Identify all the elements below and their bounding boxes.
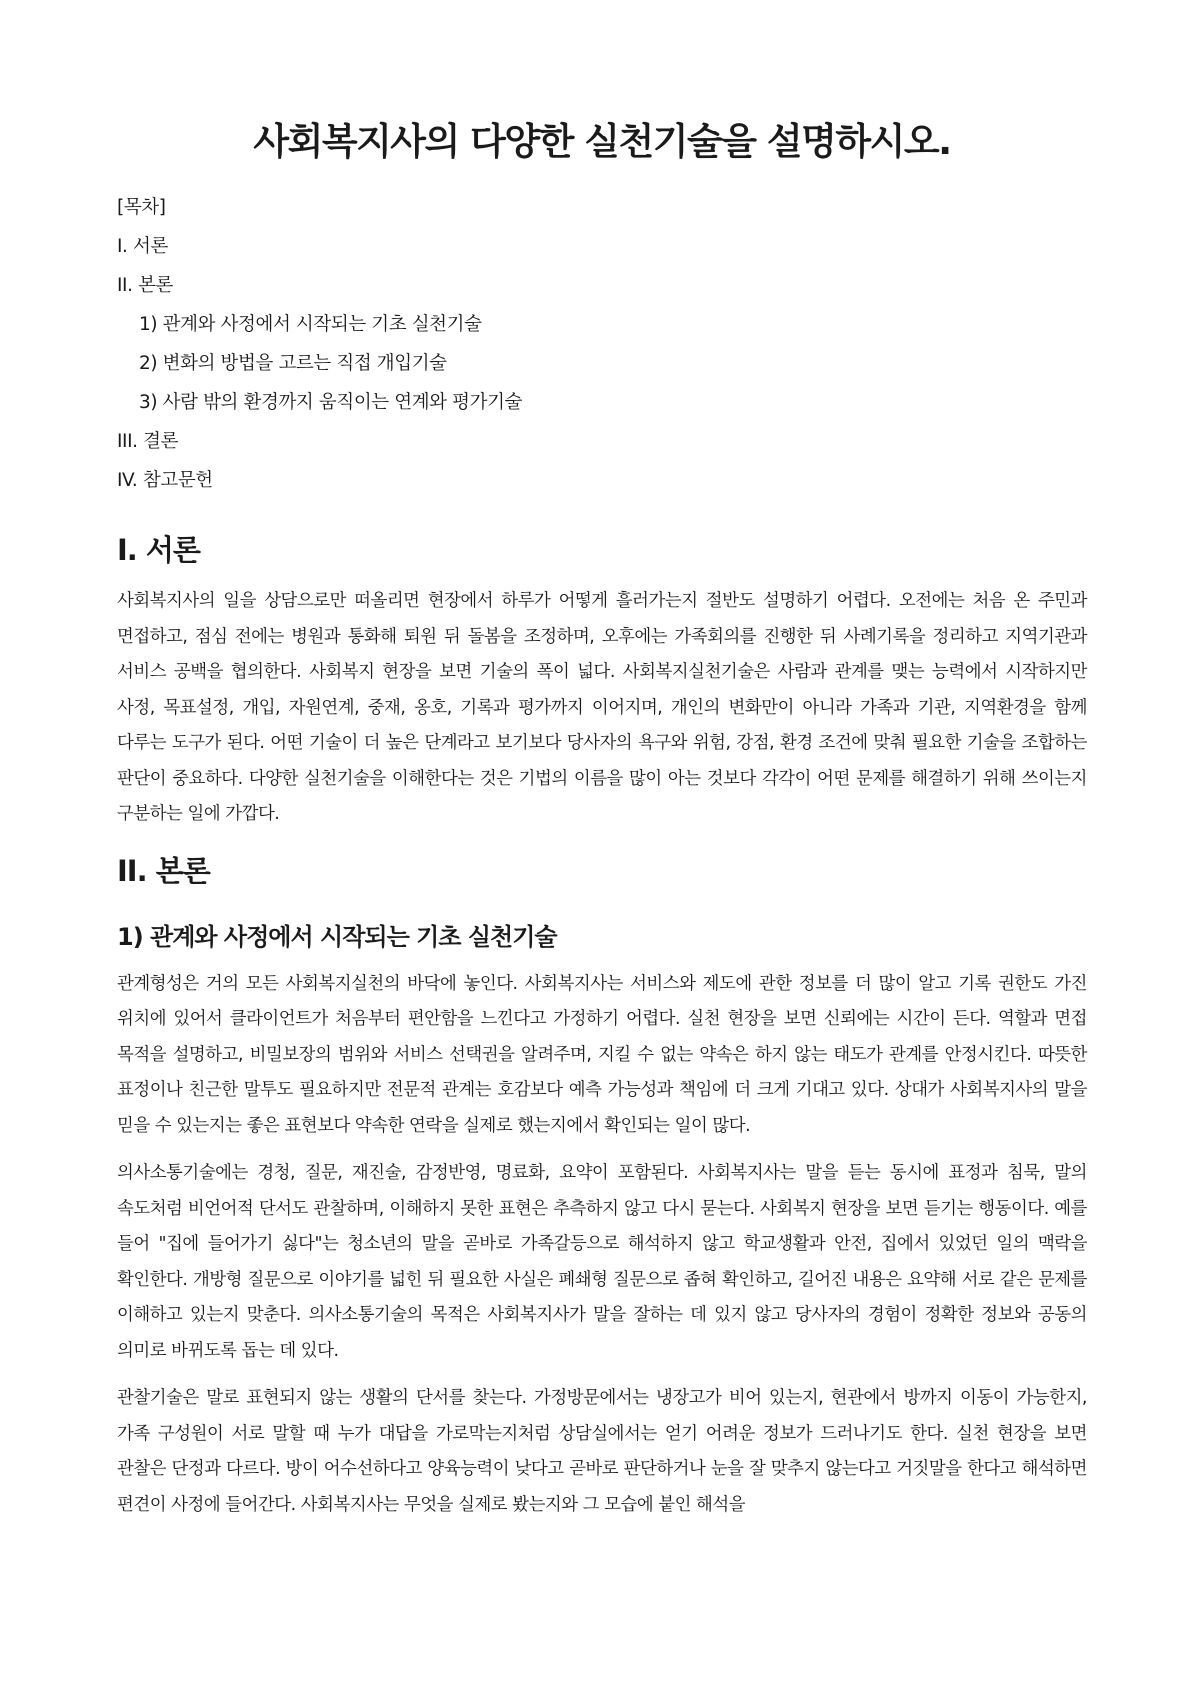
section-heading-body: II. 본론 (117, 853, 210, 888)
body-paragraph: 관계형성은 거의 모든 사회복지실천의 바닥에 놓인다. 사회복지사는 서비스와 제도에 관한 정보를 더 많이 알고 기록 권한도 가진 위치에 있어서 클라이언트가 처음부터 편안함을 느낀다고 가정하기 어렵다. 실천 현장을 보면 신뢰에는 시간이 든다. 역할과 면접 목적을 설명하고, 비밀보장의 범위와 서비스 선택권을 알려주며, 지킬 수 없는 약속은 하지 않는 태도가 관계를 안정시킨다. 따뜻한 표정이나 친근한 말투도 필요하지만 전문적 관계는 호감보다 예측 가능성과 책임에 더 크게 기대고 있다. 상대가 사회복지사의 말을 믿을 수 있는지는 좋은 표현보다 약속한 연락을 실제로 했는지에서 확인되는 일이 많다. (117, 973, 1087, 1136)
subsection-heading-1: 1) 관계와 사정에서 시작되는 기초 실천기술 (117, 922, 557, 951)
introduction-paragraph: 사회복지사의 일을 상담으로만 떠올리면 현장에서 하루가 어떻게 흘러가는지 절반도 설명하기 어렵다. 오전에는 처음 온 주민과 면접하고, 점심 전에는 병원과 통화해 퇴원 뒤 돌봄을 조정하며, 오후에는 가족회의를 진행한 뒤 사례기록을 정리하고 지역기관과 서비스 공백을 협의한다. 사회복지 현장을 보면 기술의 폭이 넓다. 사회복지실천기술은 사람과 관계를 맺는 능력에서 시작하지만 사정, 목표설정, 개입, 자원연계, 중재, 옹호, 기록과 평가까지 이어지며, 개인의 변화만이 아니라 가족과 기관, 지역환경을 함께 다루는 도구가 된다. 어떤 기술이 더 높은 단계라고 보기보다 당사자의 욕구와 위험, 강점, 환경 조건에 맞춰 필요한 기술을 조합하는 판단이 중요하다. 다양한 실천기술을 이해한다는 것은 기법의 이름을 많이 아는 것보다 각각이 어떤 문제를 해결하기 위해 쓰이는지 구분하는 일에 가깝다. (117, 591, 1087, 824)
body-paragraph: 관찰기술은 말로 표현되지 않는 생활의 단서를 찾는다. 가정방문에서는 냉장고가 비어 있는지, 현관에서 방까지 이동이 가능한지, 가족 구성원이 서로 말할 때 누가 대답을 가로막는지처럼 상담실에서는 얻기 어려운 정보가 드러나기도 한다. 실천 현장을 보면 관찰은 단정과 다르다. 방이 어수선하다고 양육능력이 낮다고 곧바로 판단하거나 눈을 잘 맞추지 않는다고 거짓말을 한다고 해석하면 편견이 사정에 들어간다. 사회복지사는 무엇을 실제로 봤는지와 그 모습에 붙인 해석을 (117, 1388, 1087, 1515)
toc-heading: [목차] (117, 197, 166, 218)
toc-item-introduction: I. 서론 (117, 236, 168, 257)
toc-item-references: IV. 참고문헌 (117, 470, 213, 491)
toc-item-body-3: 3) 사람 밖의 환경까지 움직이는 연계와 평가기술 (139, 392, 523, 413)
document-title: 사회복지사의 다양한 실천기술을 설명하시오. (253, 120, 951, 163)
toc-item-conclusion: III. 결론 (117, 431, 179, 452)
toc-item-body-2: 2) 변화의 방법을 고르는 직접 개입기술 (139, 353, 447, 374)
body-paragraph: 의사소통기술에는 경청, 질문, 재진술, 감정반영, 명료화, 요약이 포함된다. 사회복지사는 말을 듣는 동시에 표정과 침묵, 말의 속도처럼 비언어적 단서도 관찰하며, 이해하지 못한 표현은 추측하지 않고 다시 묻는다. 사회복지 현장을 보면 듣기는 행동이다. 예를 들어 "집에 들어가기 싫다"는 청소년의 말을 곧바로 가족갈등으로 해석하지 않고 학교생활과 안전, 집에서 있었던 일의 맥락을 확인한다. 개방형 질문으로 이야기를 넓힌 뒤 필요한 사실은 폐쇄형 질문으로 좁혀 확인하고, 길어진 내용은 요약해 서로 같은 문제를 이해하고 있는지 맞춘다. 의사소통기술의 목적은 사회복지사가 말을 잘하는 데 있지 않고 당사자의 경험이 정확한 정보와 공동의 의미로 바뀌도록 돕는 데 있다. (117, 1163, 1087, 1361)
toc-item-body-1: 1) 관계와 사정에서 시작되는 기초 실천기술 (139, 314, 482, 335)
section-heading-introduction: I. 서론 (117, 533, 200, 567)
table-of-contents (117, 188, 1087, 500)
toc-item-body: II. 본론 (117, 275, 174, 296)
